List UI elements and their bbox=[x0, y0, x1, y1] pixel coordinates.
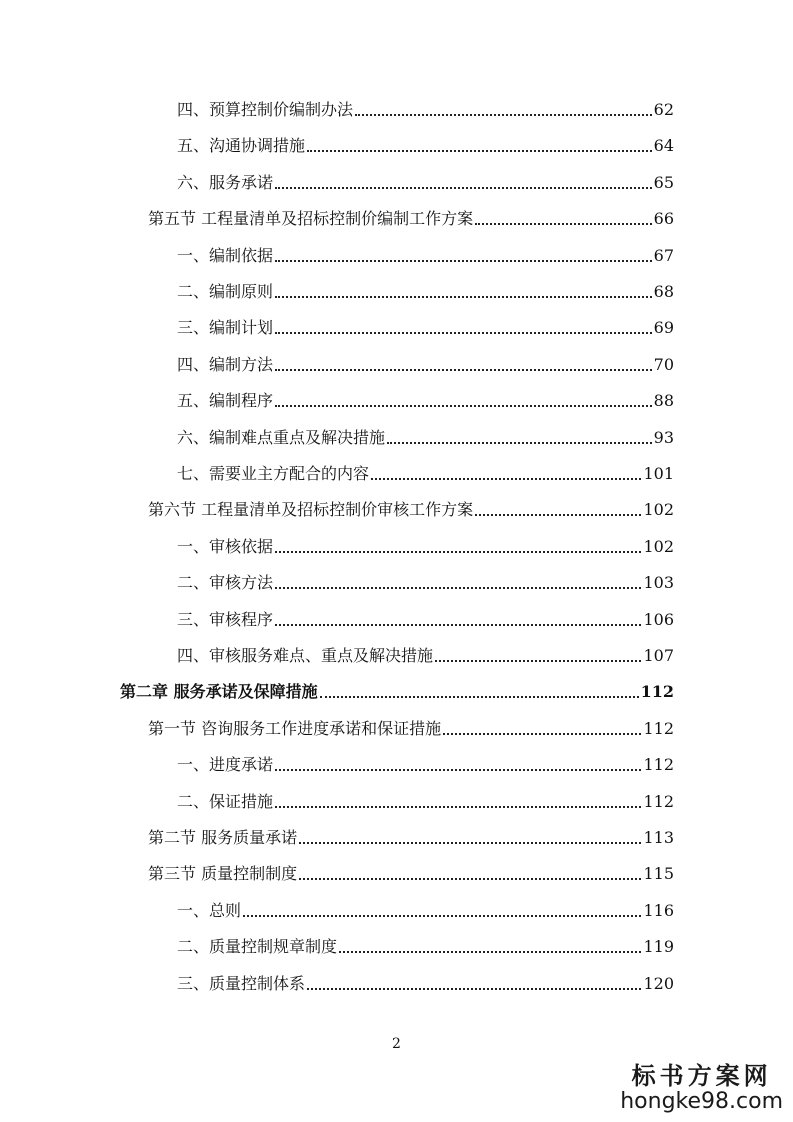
toc-entry-page: 102 bbox=[643, 500, 674, 519]
toc-entry-page: 115 bbox=[643, 864, 674, 883]
toc-entry-title: 第六节 工程量清单及招标控制价审核工作方案 bbox=[148, 500, 474, 519]
toc-entry-title: 四、审核服务难点、重点及解决措施 bbox=[177, 646, 434, 665]
toc-entry-title: 一、进度承诺 bbox=[177, 755, 274, 774]
toc-item-entry[interactable] bbox=[177, 349, 674, 375]
toc-entry-title: 五、沟通协调措施 bbox=[177, 136, 306, 155]
toc-dot-leader bbox=[307, 149, 652, 152]
toc-dot-leader bbox=[275, 586, 641, 589]
toc-dot-leader bbox=[443, 732, 641, 735]
toc-entry-title: 二、质量控制规章制度 bbox=[177, 937, 338, 956]
toc-section-entry[interactable] bbox=[148, 858, 674, 884]
toc-dot-leader bbox=[475, 222, 652, 225]
toc-dot-leader bbox=[307, 987, 641, 990]
toc-item-entry[interactable] bbox=[177, 604, 674, 630]
watermark-logo bbox=[620, 1056, 783, 1114]
toc-entry-title: 二、审核方法 bbox=[177, 573, 274, 592]
toc-entry-title: 二、编制原则 bbox=[177, 282, 274, 301]
toc-section-entry[interactable] bbox=[148, 713, 674, 739]
toc-entry-page: 64 bbox=[653, 136, 674, 155]
toc-dot-leader bbox=[299, 841, 641, 844]
toc-entry-title: 六、服务承诺 bbox=[177, 173, 274, 192]
toc-entry-title: 一、总则 bbox=[177, 901, 242, 920]
toc-entry-page: 102 bbox=[643, 537, 674, 556]
watermark-url: hongke98.com bbox=[620, 1089, 783, 1114]
toc-entry-page: 112 bbox=[643, 792, 674, 811]
toc-entry-page: 113 bbox=[643, 828, 674, 847]
toc-item-entry[interactable] bbox=[177, 458, 674, 484]
toc-dot-leader bbox=[387, 441, 652, 444]
toc-dot-leader bbox=[275, 404, 652, 407]
toc-dot-leader bbox=[275, 550, 641, 553]
page-number: 2 bbox=[392, 1036, 401, 1052]
toc-dot-leader bbox=[275, 368, 652, 371]
toc-dot-leader bbox=[275, 186, 652, 189]
toc-entry-page: 107 bbox=[643, 646, 674, 665]
toc-entry-title: 四、编制方法 bbox=[177, 355, 274, 374]
toc-item-entry[interactable] bbox=[177, 895, 674, 921]
toc-entry-title: 三、质量控制体系 bbox=[177, 974, 306, 993]
toc-item-entry[interactable] bbox=[177, 640, 674, 666]
toc-item-entry[interactable] bbox=[177, 422, 674, 448]
toc-dot-leader bbox=[275, 259, 652, 262]
toc-entry-page: 101 bbox=[643, 464, 674, 483]
toc-section-entry[interactable] bbox=[148, 494, 674, 520]
toc-entry-title: 一、编制依据 bbox=[177, 246, 274, 265]
toc-entry-title: 第三节 质量控制制度 bbox=[148, 864, 298, 883]
toc-dot-leader bbox=[275, 331, 652, 334]
toc-dot-leader bbox=[355, 113, 652, 116]
toc-item-entry[interactable] bbox=[177, 531, 674, 557]
toc-entry-title: 一、审核依据 bbox=[177, 537, 274, 556]
toc-entry-page: 112 bbox=[643, 755, 674, 774]
toc-entry-title: 二、保证措施 bbox=[177, 792, 274, 811]
toc-entry-title: 七、需要业主方配合的内容 bbox=[177, 464, 370, 483]
toc-entry-page: 62 bbox=[653, 100, 674, 119]
toc-dot-leader bbox=[435, 659, 641, 662]
toc-entry-page: 116 bbox=[643, 901, 674, 920]
toc-entry-page: 69 bbox=[653, 318, 674, 337]
toc-item-entry[interactable] bbox=[177, 385, 674, 411]
toc-dot-leader bbox=[320, 695, 639, 698]
toc-item-entry[interactable] bbox=[177, 276, 674, 302]
toc-item-entry[interactable] bbox=[177, 167, 674, 193]
toc-item-entry[interactable] bbox=[177, 130, 674, 156]
toc-entry-title: 五、编制程序 bbox=[177, 391, 274, 410]
toc-dot-leader bbox=[299, 877, 641, 880]
toc-entry-title: 六、编制难点重点及解决措施 bbox=[177, 428, 386, 447]
toc-entry-title: 三、编制计划 bbox=[177, 318, 274, 337]
toc-dot-leader bbox=[275, 768, 641, 771]
toc-entry-title: 第二节 服务质量承诺 bbox=[148, 828, 298, 847]
toc-entry-page: 93 bbox=[653, 428, 674, 447]
toc-entry-title: 三、审核程序 bbox=[177, 610, 274, 629]
toc-item-entry[interactable] bbox=[177, 786, 674, 812]
toc-entry-page: 66 bbox=[653, 209, 674, 228]
toc-item-entry[interactable] bbox=[177, 931, 674, 957]
toc-item-entry[interactable] bbox=[177, 567, 674, 593]
toc-section-entry[interactable] bbox=[148, 203, 674, 229]
toc-dot-leader bbox=[371, 477, 641, 480]
toc-entry-page: 120 bbox=[643, 974, 674, 993]
toc-entry-page: 112 bbox=[640, 682, 674, 701]
toc-dot-leader bbox=[275, 805, 641, 808]
toc-dot-leader bbox=[275, 623, 641, 626]
toc-dot-leader bbox=[339, 950, 641, 953]
toc-entry-page: 88 bbox=[653, 391, 674, 410]
toc-entry-page: 106 bbox=[643, 610, 674, 629]
toc-entry-page: 70 bbox=[653, 355, 674, 374]
toc-dot-leader bbox=[275, 295, 652, 298]
watermark-title: 标书方案网 bbox=[631, 1061, 772, 1090]
toc-entry-page: 119 bbox=[643, 937, 674, 956]
toc-entry-title: 第一节 咨询服务工作进度承诺和保证措施 bbox=[148, 719, 442, 738]
toc-entry-page: 103 bbox=[643, 573, 674, 592]
toc-entry-title: 第二章 服务承诺及保障措施 bbox=[120, 682, 318, 701]
toc-entry-page: 68 bbox=[653, 282, 674, 301]
toc-entry-title: 四、预算控制价编制办法 bbox=[177, 100, 354, 119]
toc-item-entry[interactable] bbox=[177, 968, 674, 994]
toc-entry-page: 112 bbox=[643, 719, 674, 738]
toc-dot-leader bbox=[475, 513, 641, 516]
toc-item-entry[interactable] bbox=[177, 749, 674, 775]
toc-section-entry[interactable] bbox=[148, 822, 674, 848]
toc-item-entry[interactable] bbox=[177, 240, 674, 266]
toc-entry-title: 第五节 工程量清单及招标控制价编制工作方案 bbox=[148, 209, 474, 228]
toc-entry-page: 67 bbox=[653, 246, 674, 265]
toc-entry-page: 65 bbox=[653, 173, 674, 192]
toc-chapter-entry[interactable] bbox=[120, 676, 674, 702]
toc-dot-leader bbox=[243, 914, 641, 917]
toc-item-entry[interactable] bbox=[177, 312, 674, 338]
toc-item-entry[interactable] bbox=[177, 94, 674, 120]
